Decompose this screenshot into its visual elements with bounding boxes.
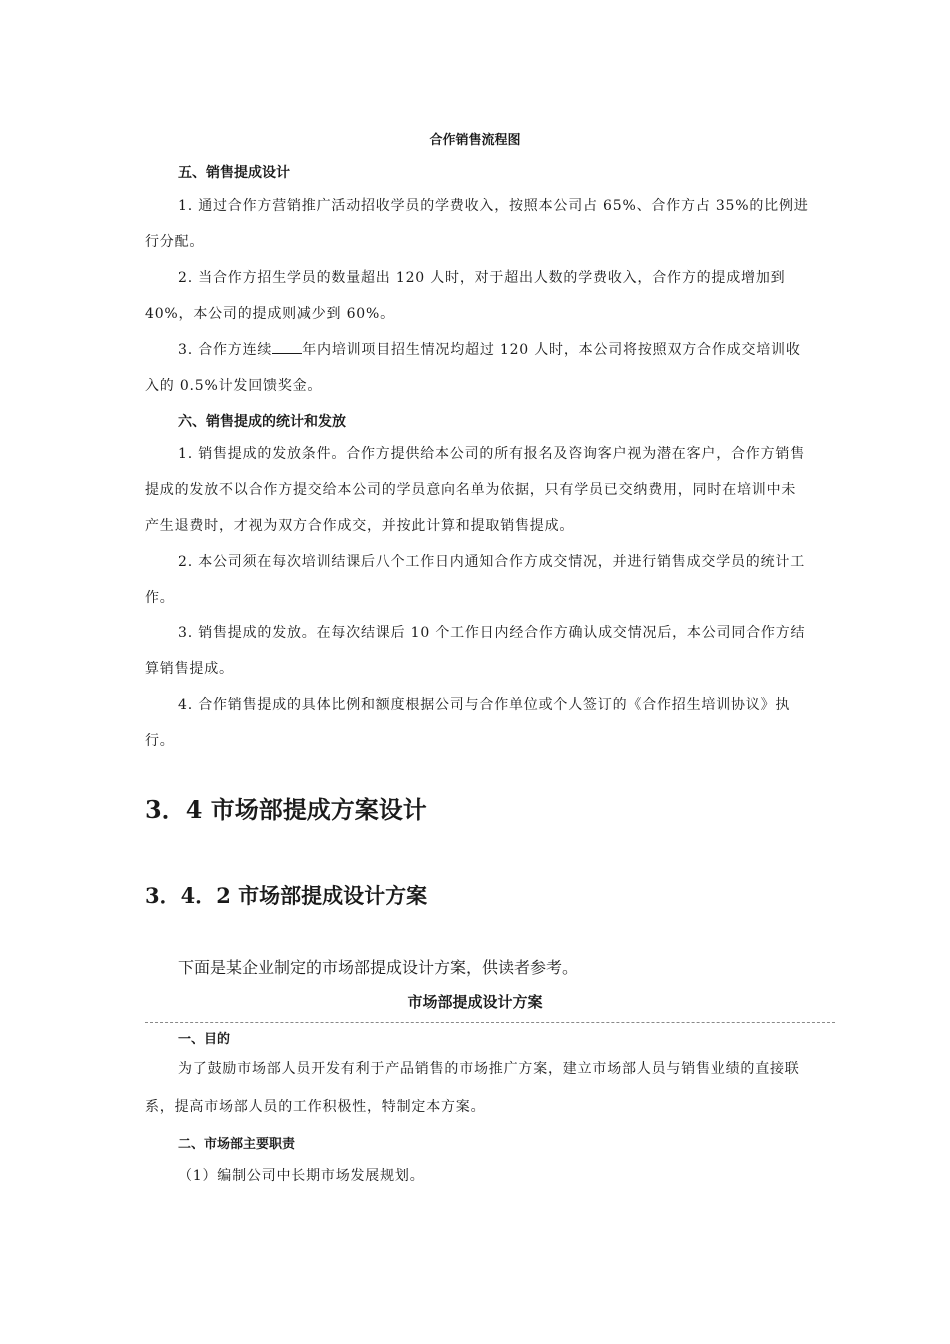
section-5-paragraph-3-start: 3. 合作方连续 bbox=[178, 342, 273, 358]
intro-text: 下面是某企业制定的市场部提成设计方案，供读者参考。 bbox=[178, 958, 579, 977]
section-6-paragraph-3: 3. 销售提成的发放。在每次结课后 10 个工作日内经合作方确认成交情况后，本公司同合作方结算销售提成。 bbox=[145, 625, 806, 677]
duty-item-1: （1）编制公司中长期市场发展规划。 bbox=[178, 1168, 425, 1184]
fill-in-blank bbox=[272, 339, 302, 354]
section-6-heading: 六、销售提成的统计和发放 bbox=[178, 414, 346, 430]
section-5-paragraph-3 bbox=[145, 332, 810, 404]
plan-title: 市场部提成设计方案 bbox=[407, 993, 543, 1011]
duties-heading: 二、市场部主要职责 bbox=[178, 1137, 296, 1152]
flow-chart-caption: 合作销售流程图 bbox=[429, 133, 521, 148]
dashed-divider bbox=[145, 1022, 835, 1023]
section-5-paragraph-2: 2. 当合作方招生学员的数量超出 120 人时，对于超出人数的学费收入，合作方的提成增加到 40%，本公司的提成则减少到 60%。 bbox=[145, 270, 786, 322]
purpose-paragraph: 为了鼓励市场部人员开发有利于产品销售的市场推广方案，建立市场部人员与销售业绩的直接联系，提高市场部人员的工作积极性，特制定本方案。 bbox=[145, 1061, 800, 1115]
section-6-paragraph-2: 2. 本公司须在每次培训结课后八个工作日内通知合作方成交情况，并进行销售成交学员的统计工作。 bbox=[145, 554, 806, 606]
section-5-paragraph-3-end: 年内培训项目招生情况均超过 120 人时，本公司将按照双方合作成交培训收入的 0.5%计发回馈奖金。 bbox=[145, 342, 801, 394]
section-5-heading: 五、销售提成设计 bbox=[178, 165, 290, 181]
heading-3-4-2: 3．4．2 市场部提成设计方案 bbox=[145, 883, 428, 908]
section-5-paragraph-1: 1. 通过合作方营销推广活动招收学员的学费收入，按照本公司占 65%、合作方占 35%的比例进行分配。 bbox=[145, 198, 809, 250]
section-6-paragraph-4: 4. 合作销售提成的具体比例和额度根据公司与合作单位或个人签订的《合作招生培训协议》执行。 bbox=[145, 697, 791, 749]
purpose-heading: 一、目的 bbox=[178, 1032, 231, 1047]
section-6-paragraph-1: 1. 销售提成的发放条件。合作方提供给本公司的所有报名及咨询客户视为潜在客户，合作方销售提成的发放不以合作方提交给本公司的学员意向名单为依据，只有学员已交纳费用，同时在培训中未产生退费时，才视为双方合作成交，并按此计算和提取销售提成。 bbox=[145, 446, 806, 534]
heading-3-4: 3．4 市场部提成方案设计 bbox=[145, 795, 427, 824]
